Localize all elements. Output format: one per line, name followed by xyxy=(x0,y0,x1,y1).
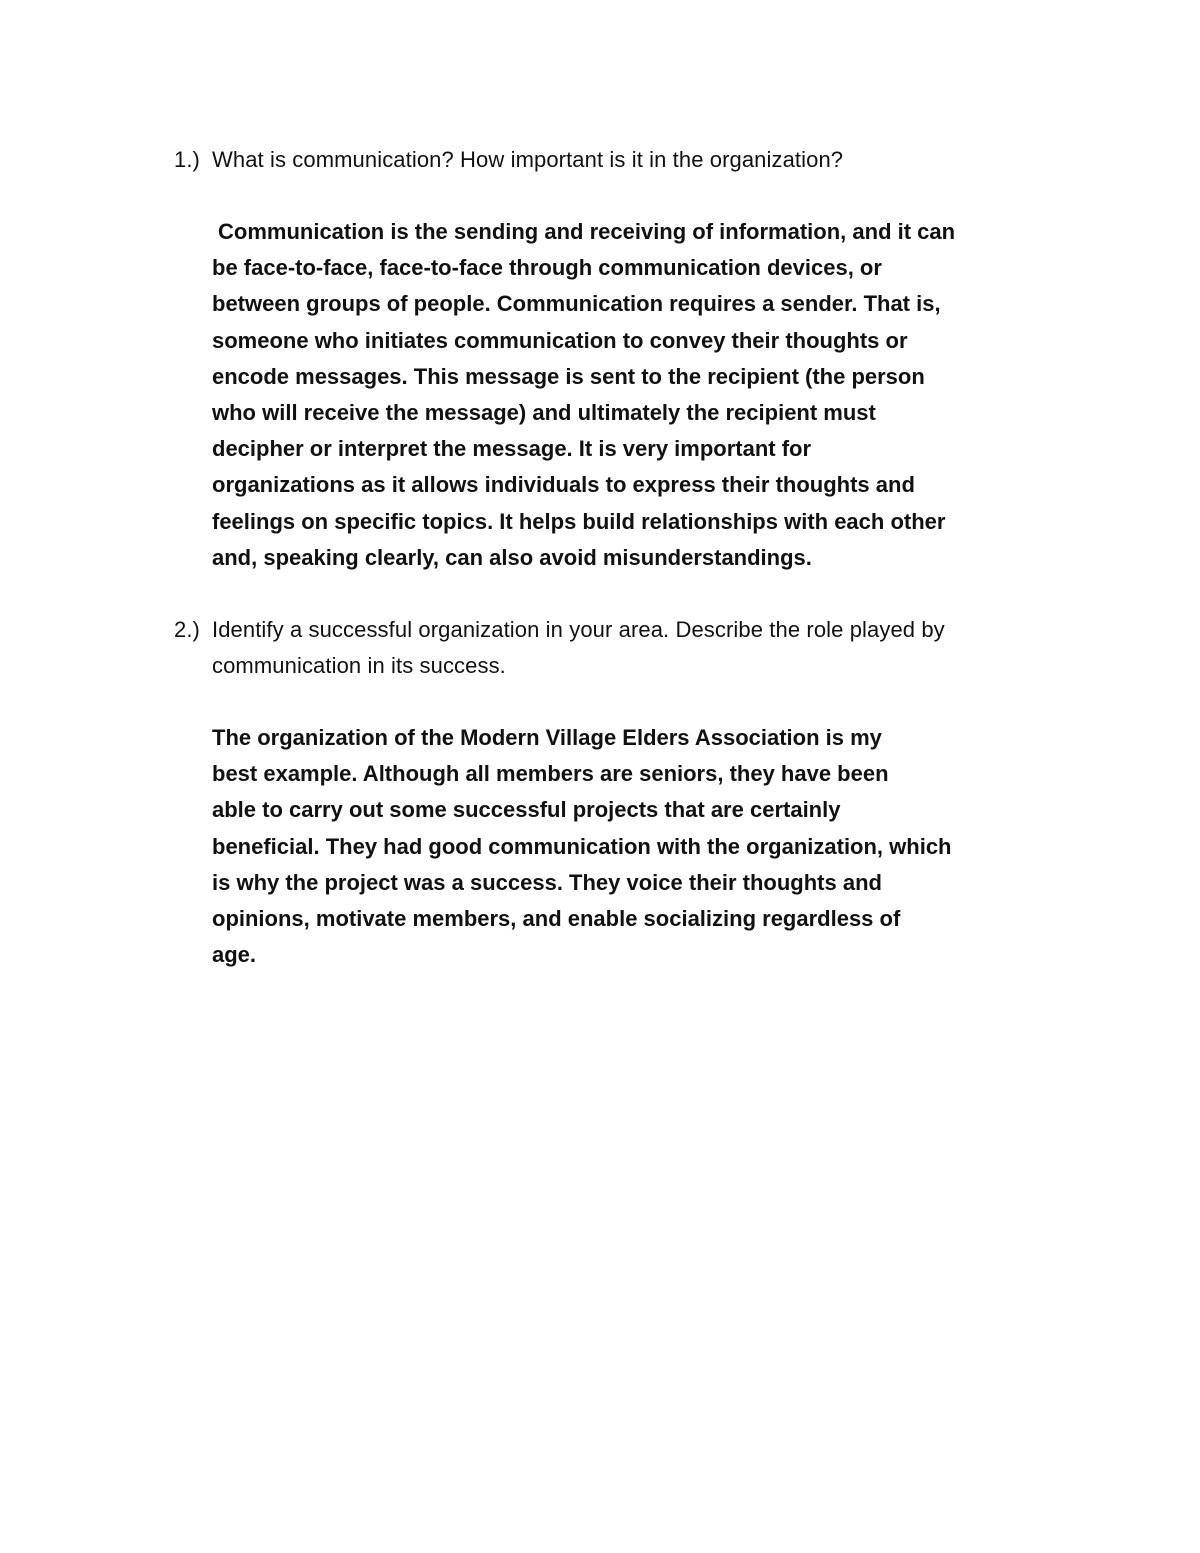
answer-2-line: beneficial. They had good communication with the organization, which xyxy=(212,833,952,859)
answer-2-line: best example. Although all members are seniors, they have been xyxy=(212,761,889,787)
question-1 xyxy=(174,142,1074,178)
answer-2-line: The organization of the Modern Village Elders Association is my xyxy=(212,725,882,750)
answer-2-line: opinions, motivate members, and enable socializing regardless of xyxy=(212,906,901,932)
answer-1-line: decipher or interpret the message. It is very important for xyxy=(212,436,812,462)
question-2-text-line1: Identify a successful organization in your area. Describe the role played by xyxy=(212,617,945,642)
question-2-number: 2.) xyxy=(174,617,200,642)
answer-2-line: able to carry out some successful projects that are certainly xyxy=(212,797,841,823)
answer-1-line: encode messages. This message is sent to the recipient (the person xyxy=(212,363,925,389)
answer-1-line: organizations as it allows individuals to express their thoughts and xyxy=(212,472,915,498)
question-1-number: 1.) xyxy=(174,147,200,172)
question-2 xyxy=(174,612,1074,684)
answer-1-line: be face-to-face, face-to-face through communication devices, or xyxy=(212,255,882,281)
answer-2-line: is why the project was a success. They voice their thoughts and xyxy=(212,869,882,895)
answer-1 xyxy=(212,214,1058,576)
answer-1-line: between groups of people. Communication requires a sender. That is, xyxy=(212,291,941,317)
answer-2 xyxy=(212,720,1058,973)
answer-2-line: age. xyxy=(212,942,257,968)
answer-1-line: someone who initiates communication to convey their thoughts or xyxy=(212,327,908,353)
answer-1-line: feelings on specific topics. It helps build relationships with each other xyxy=(212,508,946,534)
answer-1-line: who will receive the message) and ultimately the recipient must xyxy=(212,400,876,426)
answer-1-line: and, speaking clearly, can also avoid misunderstandings. xyxy=(212,544,812,570)
question-2-text-line2: communication in its success. xyxy=(212,653,506,678)
question-1-text: What is communication? How important is it in the organization? xyxy=(212,147,844,172)
answer-1-line: Communication is the sending and receiving of information, and it can xyxy=(218,219,956,244)
